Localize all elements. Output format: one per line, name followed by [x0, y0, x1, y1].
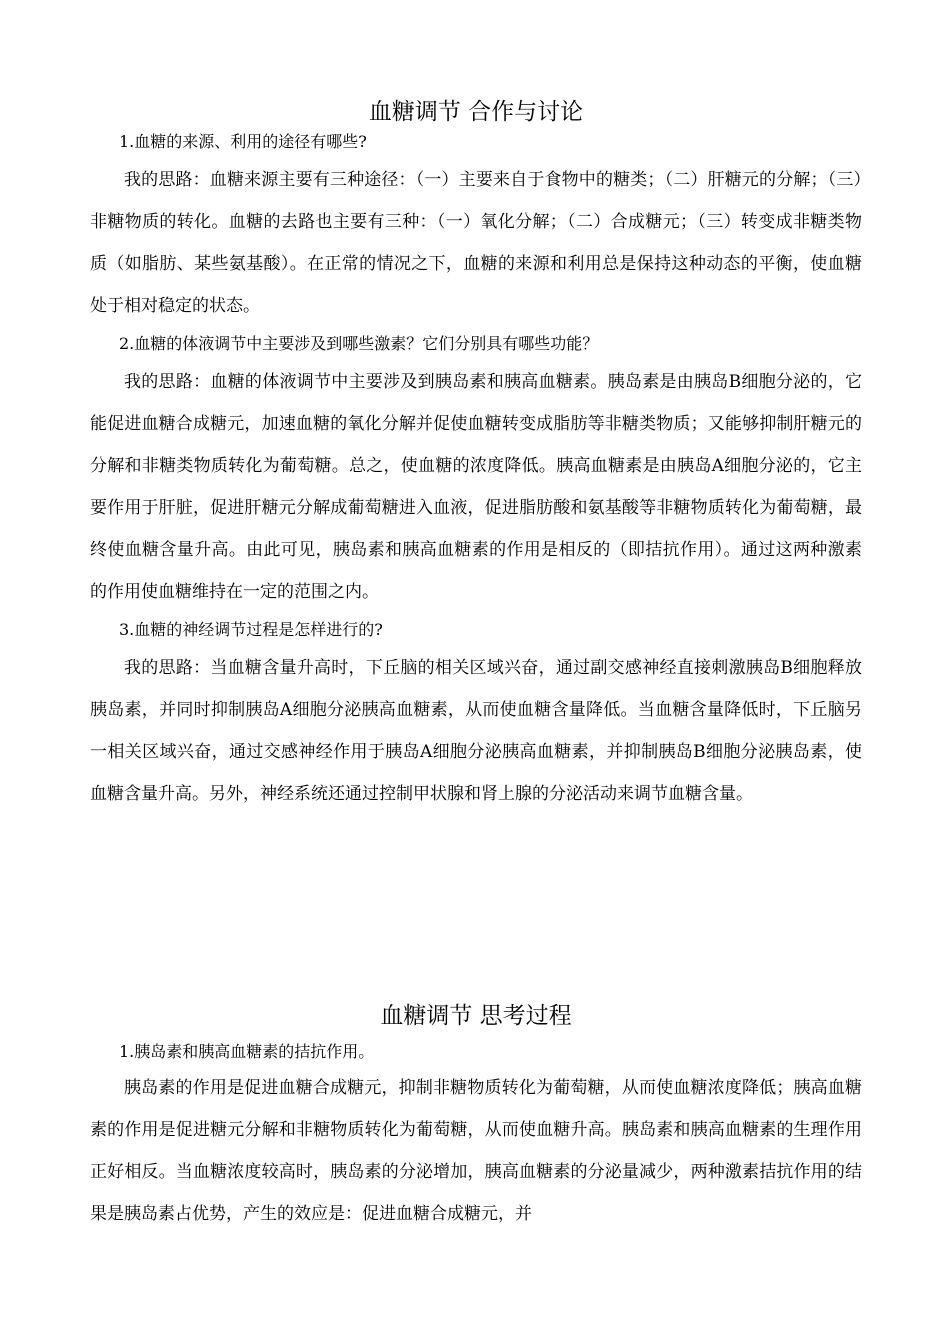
question-1: 1.胰岛素和胰高血糖素的拮抗作用。: [119, 1042, 375, 1061]
question-3: 3.血糖的神经调节过程是怎样进行的?: [119, 620, 383, 639]
answer-1: 我的思路：血糖来源主要有三种途径：（一）主要来自于食物中的糖类；（二）肝糖元的分解；（三）非糖物质的转化。血糖的去路也主要有三种：（一）氧化分解；（二）合成糖元；（三）转变成非糖类物质（如脂肪、某些氨基酸）。在正常的情况之下，血糖的来源和利用总是保持这种动态的平衡，使血糖处于相对稳定的状态。: [90, 170, 862, 316]
answer-3: 我的思路：当血糖含量升高时，下丘脑的相关区域兴奋，通过副交感神经直接刺激胰岛B细胞释放胰岛素，并同时抑制胰岛A细胞分泌胰高血糖素，从而使血糖含量降低。当血糖含量降低时，下丘脑另一相关区域兴奋，通过交感神经作用于胰岛A细胞分泌胰高血糖素，并抑制胰岛B细胞分泌胰岛素，使血糖含量升高。另外，神经系统还通过控制甲状腺和肾上腺的分泌活动来调节血糖含量。: [90, 658, 862, 804]
question-2: 2.血糖的体液调节中主要涉及到哪些激素？它们分别具有哪些功能？: [119, 334, 599, 353]
answer-2: 我的思路：血糖的体液调节中主要涉及到胰岛素和胰高血糖素。胰岛素是由胰岛B细胞分泌的，它能促进血糖合成糖元，加速血糖的氧化分解并促使血糖转变成脂肪等非糖类物质；又能够抑制肝糖元的分解和非糖类物质转化为葡萄糖。总之，使血糖的浓度降低。胰高血糖素是由胰岛A细胞分泌的，它主要作用于肝脏，促进肝糖元分解成葡萄糖进入血液，促进脂肪酸和氨基酸等非糖物质转化为葡萄糖，最终使血糖含量升高。由此可见，胰岛素和胰高血糖素的作用是相反的（即拮抗作用）。通过这两种激素的作用使血糖维持在一定的范围之内。: [90, 372, 862, 602]
section-title: 血糖调节 合作与讨论: [368, 99, 584, 125]
section-title: 血糖调节 思考过程: [380, 1003, 572, 1029]
question-1: 1.血糖的来源、利用的途径有哪些?: [119, 132, 367, 151]
section-thinking-process: [90, 1000, 862, 1235]
section-cooperation-discussion: [90, 96, 862, 815]
answer-1: 胰岛素的作用是促进血糖合成糖元，抑制非糖物质转化为葡萄糖，从而使血糖浓度降低；胰高血糖素的作用是促进糖元分解和非糖物质转化为葡萄糖，从而使血糖升高。胰岛素和胰高血糖素的生理作用正好相反。当血糖浓度较高时，胰岛素的分泌增加，胰高血糖素的分泌量减少，两种激素拮抗作用的结果是胰岛素占优势，产生的效应是：促进血糖合成糖元，并: [90, 1078, 862, 1224]
